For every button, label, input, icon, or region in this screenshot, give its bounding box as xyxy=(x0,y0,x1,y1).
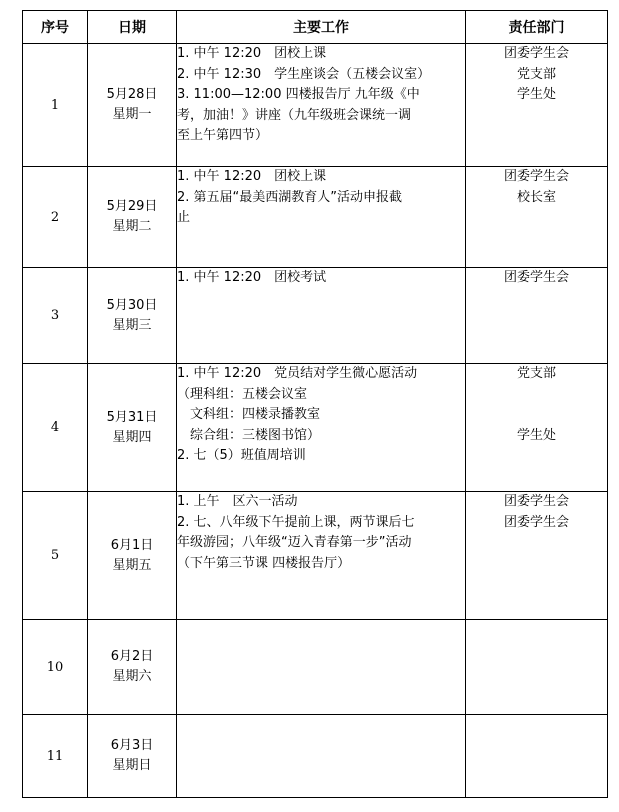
row-work xyxy=(177,268,466,364)
work-line: 至上午第四节） xyxy=(177,128,269,143)
table-row xyxy=(23,268,608,364)
weekday-text: 星期六 xyxy=(112,669,152,684)
row-department xyxy=(466,167,608,268)
row-number: 2 xyxy=(23,167,88,268)
header-main-work: 主要工作 xyxy=(177,11,466,44)
row-date xyxy=(88,44,177,167)
work-line: 考，加油！》讲座（九年级班会课统一调 xyxy=(177,107,412,123)
row-work xyxy=(177,167,466,268)
row-department xyxy=(466,268,608,364)
header-number: 序号 xyxy=(23,11,88,44)
department-line: 学生处 xyxy=(516,87,556,102)
department-line: 党支部 xyxy=(516,366,556,381)
row-department xyxy=(466,364,608,492)
row-department xyxy=(466,492,608,620)
spacer xyxy=(466,385,607,426)
weekday-text: 星期日 xyxy=(112,758,152,773)
row-date xyxy=(88,364,177,492)
work-line: 1. 中午 12:20 党员结对学生微心愿活动 xyxy=(177,366,418,381)
row-work xyxy=(177,492,466,620)
work-line: 2. 中午 12:30 学生座谈会（五楼会议室） xyxy=(177,66,431,82)
row-date xyxy=(88,620,177,715)
work-line: 综合组：三楼图书馆） xyxy=(177,427,321,443)
work-line: 1. 上午 区六一活动 xyxy=(177,494,298,509)
department-line: 团委学生会 xyxy=(503,169,569,184)
table-row xyxy=(23,44,608,167)
department-line: 学生处 xyxy=(516,427,556,443)
department-line: 党支部 xyxy=(516,66,556,82)
row-date xyxy=(88,715,177,798)
date-text: 6月1日 xyxy=(110,537,154,553)
row-number: 3 xyxy=(23,268,88,364)
table-row xyxy=(23,715,608,798)
row-work xyxy=(177,620,466,715)
table-row xyxy=(23,167,608,268)
row-department xyxy=(466,620,608,715)
weekday-text: 星期四 xyxy=(112,429,152,445)
row-number: 11 xyxy=(23,715,88,798)
work-line: （下午第三节课 四楼报告厅） xyxy=(177,555,351,571)
date-text: 6月2日 xyxy=(110,649,154,664)
department-line: 校长室 xyxy=(516,189,556,205)
row-work xyxy=(177,364,466,492)
table-row xyxy=(23,364,608,492)
row-work xyxy=(177,715,466,798)
date-text: 6月3日 xyxy=(110,738,154,753)
row-number: 1 xyxy=(23,44,88,167)
row-number: 5 xyxy=(23,492,88,620)
work-line: 1. 中午 12:20 团校考试 xyxy=(177,270,327,285)
row-department xyxy=(466,44,608,167)
department-line: 团委学生会 xyxy=(503,514,569,530)
work-line: 3. 11:00—12:00 四楼报告厅 九年级《中 xyxy=(177,87,420,102)
table-row xyxy=(23,620,608,715)
row-work xyxy=(177,44,466,167)
work-line: 1. 中午 12:20 团校上课 xyxy=(177,46,327,61)
work-line: 止 xyxy=(177,210,191,225)
header-date: 日期 xyxy=(88,11,177,44)
header-department: 责任部门 xyxy=(466,11,608,44)
weekly-schedule-table xyxy=(22,10,608,798)
row-number: 10 xyxy=(23,620,88,715)
weekday-text: 星期三 xyxy=(112,317,152,333)
weekday-text: 星期一 xyxy=(112,107,152,122)
date-text: 5月29日 xyxy=(106,199,158,214)
work-line: 文科组：四楼录播教室 xyxy=(177,407,321,422)
work-line: 2. 第五届“最美西湖教育人”活动申报截 xyxy=(177,189,403,205)
weekday-text: 星期五 xyxy=(112,557,152,573)
header-row xyxy=(23,11,608,44)
weekday-text: 星期二 xyxy=(112,219,152,234)
table-row xyxy=(23,492,608,620)
work-line: 1. 中午 12:20 团校上课 xyxy=(177,169,327,184)
department-line: 团委学生会 xyxy=(503,270,569,285)
date-text: 5月31日 xyxy=(106,409,158,425)
work-line: （理科组：五楼会议室 xyxy=(177,386,308,402)
date-text: 5月30日 xyxy=(106,297,158,313)
row-department xyxy=(466,715,608,798)
row-date xyxy=(88,492,177,620)
work-line: 年级游园；八年级“迈入青春第一步”活动 xyxy=(177,535,412,550)
department-line: 团委学生会 xyxy=(503,46,569,61)
row-date xyxy=(88,167,177,268)
work-line: 2. 七、八年级下午提前上课，两节课后七 xyxy=(177,514,415,530)
date-text: 5月28日 xyxy=(106,87,158,102)
department-line: 团委学生会 xyxy=(503,494,569,509)
row-number: 4 xyxy=(23,364,88,492)
row-date xyxy=(88,268,177,364)
work-line: 2. 七（5）班值周培训 xyxy=(177,448,306,463)
